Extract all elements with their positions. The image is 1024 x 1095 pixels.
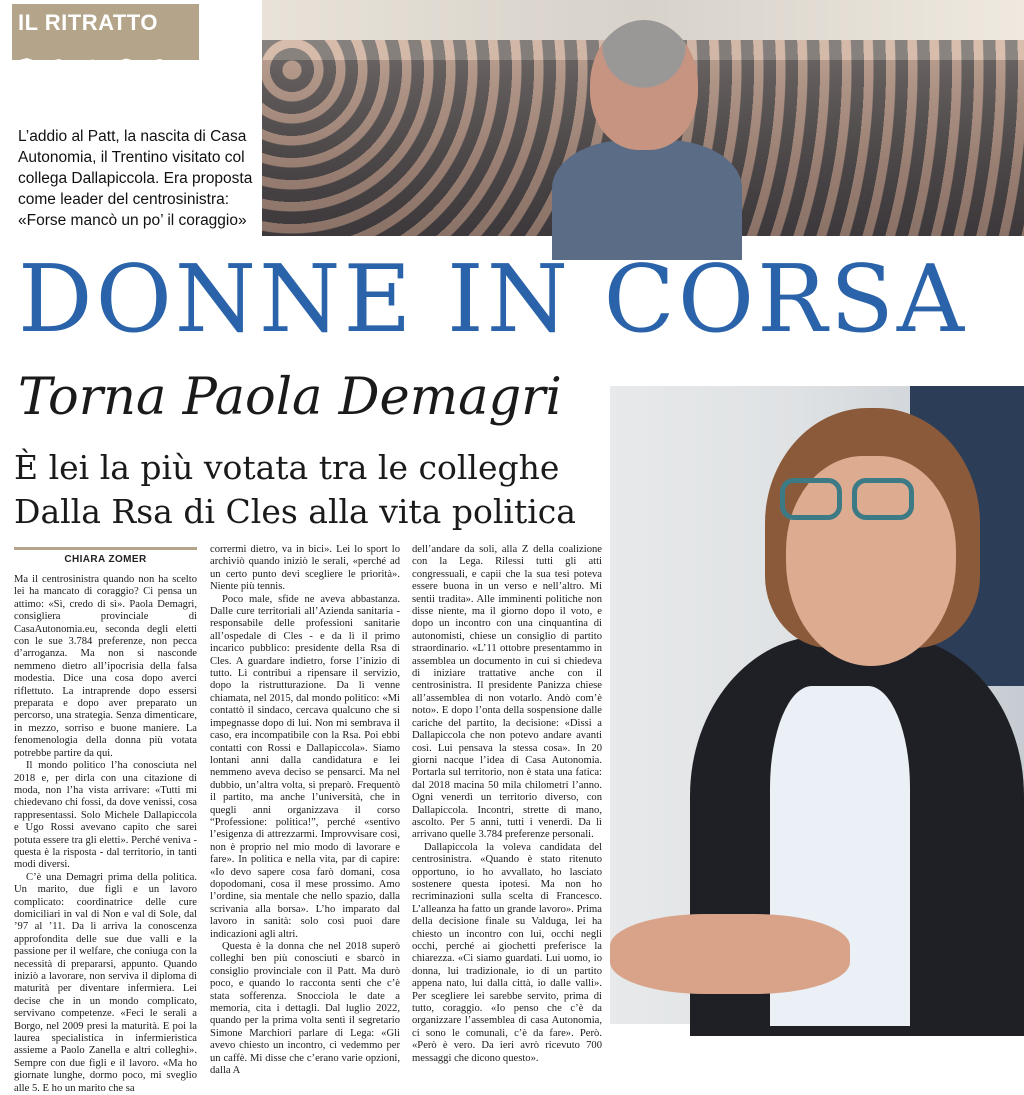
- article-column-2: [210, 544, 400, 1077]
- article-column-1: [14, 574, 197, 1094]
- paragraph: Questa è la donna che nel 2018 superò colleghi ben più conosciuti e sbarcò in consiglio provinciale con il Patt. Ma durò poco, e quando lo racconta senti che c’è stata sofferenza. Snocciola le date a memoria, cita i dettagli. Dal luglio 2022, quando per la prima volta sentì il segretario Simone Marchiori parlare di Lega: «Gli avevo chiesto un incontro, ci vedemmo per un caffè. Mi disse che c’erano varie opzioni, dalla A: [210, 941, 400, 1077]
- rubric-text: IL RITRATTO: [18, 10, 158, 35]
- speaker-torso: [552, 140, 742, 260]
- deck: [14, 446, 604, 534]
- portrait-photo: [610, 386, 1024, 1024]
- paragraph: Poco male, sfide ne aveva abbastanza. Dalle cure territoriali all’Azienda sanitaria - responsabile delle professioni sanitarie all’ospedale di Cles - e da lì il primo incarico pubblico: presidente della Rsa di Cles. A guardare indietro, forse l’inizio di tutto. Lì contribuì a ripensare il servizio, dopo la ristrutturazione. Da lì venne chiamata, nel 2015, dal mondo politico: «Mi contattò il sindaco, cercava qualcuno che si impegnasse dopo di lui. Non mi sembrava il caso, era incompatibile con la Rsa. Poi ebbi contatti con Rossi e Dallapiccola». Siamo lontani anni dalla candidatura e lei nemmeno aveva deciso se pensarci. Ma nel dubbio, un’altra volta, si preparò. Frequentò il partito, ma anche l’università, che in quegli anni organizzava il corso “Professione: politica!”, perché «sentivo l’esigenza di attrezzarmi. Improvvisare così, non è proprio nel mio modo di lavorare e fare». In politica e nella vita, par di capire: «Io devo sapere cosa farò domani, cosa dopodomani, cosa il mese prossimo. Amo l’ordine, sia mentale che nello spazio, dalla scrivania alla borsa». L’ho imparato dal lavoro in sanità: solo così puoi dare indicazioni agli altri.: [210, 593, 400, 940]
- deck-line: È lei la più votata tra le colleghe: [14, 448, 560, 487]
- photo-speaker: [562, 20, 712, 236]
- page-headline: DONNE IN CORSA: [18, 245, 967, 353]
- teaser-text: L’addio al Patt, la nascita di Casa Autonomia, il Trentino visitato col collega Dallapiccola. Era proposta come leader del centrosinistra: «Forse mancò un po’ il coraggio»: [18, 128, 253, 229]
- rubric-label: [12, 4, 199, 60]
- paragraph: Ma il centrosinistra quando non ha scelto lei ha mancato di coraggio? Ci pensa un attimo: «Sì, credo di sì». Paola Demagri, consigliera provinciale di CasaAutonomia.eu, seconda degli eletti con le sue 3.784 preferenze, non pecca d’arroganza. Ma non si nasconde nemmeno dietro all’ipocrisia della falsa modestia. Dice una cosa dopo averci riflettuto. La intraprende dopo essersi preparata e dopo aver preparato un percorso, una strategia. Senza dimenticare, in mezzo, sorriso e buone maniere. La fenomenologia della donna più votata potrebbe partire da qui.: [14, 574, 197, 759]
- portrait-hand: [610, 914, 850, 994]
- audience-photo: [262, 0, 1024, 236]
- glasses-icon: [780, 478, 920, 530]
- byline-rule: [14, 547, 197, 550]
- speaker-head: [590, 20, 698, 150]
- deck-line: Dalla Rsa di Cles alla vita politica: [14, 492, 576, 531]
- paragraph: C’è una Demagri prima della politica. Un marito, due figli e un lavoro complicato: coordinatrice delle cure domiciliari in val di Non e val di Sole, dal ’97 al ’11. Da lì arriva la conoscenza approfondita delle sue due valli e la passione per il welfare, che coniuga con la necessità di prepararsi, appunto. Quando iniziò a lavorare, non serviva il diploma di maturità per diventare infermiera. Lei decise che in un mondo complicato, servivano competenze. «Feci le serali a Borgo, nel 2009 presi la maturità. E poi la laurea specialistica in infermieristica assieme a Paolo Zanella e altri colleghi». Sempre con due figli e il lavoro. «Ma ho giornate lunghe, dormo poco, mi sveglio alle 5. E ho un marito che sa: [14, 871, 197, 1094]
- article-column-3: [412, 544, 602, 1064]
- paragraph: corrermi dietro, va in bici». Lei lo sport lo archiviò quando iniziò le serali, «perché ad un certo punto devi scegliere le priorità». Niente più tennis.: [210, 544, 400, 593]
- paragraph: dell’andare da soli, alla Z della coalizione con la Lega. Rilessi tutti gli atti congressuali, e capii che la sua tesi poteva essere buona in un verso e nell’altro. Mi sentii tradita». Alle imminenti politiche non disse niente, ma il giorno dopo il voto, e dopo un incontro con una cinquantina di autonomisti, chiese un consiglio di partito straordinario. «L’11 ottobre presentammo in assemblea un documento in cui si chiedeva di iniziare trattative anche con il centrosinistra. Il presidente Panizza chiese all’assemblea di non votarlo. Andò com’è noto». E dopo l’onta della sospensione dalle cariche del partito, la decisione: «Dissi a Dallapiccola che non potevo andare avanti così. Lui pensava la stessa cosa». In 20 giorni nacque l’idea di Casa Autonomia. Portarla sul territorio, non è stata una fatica: dal 2018 macina 50 mila chilometri l’anno. Ogni venerdì un territorio diverso, con Dallapiccola. Incontri, strette di mano, ascolto. Per 5 anni, tutti i venerdì. Da lì arrivano quelle 3.784 preferenze personali.: [412, 544, 602, 841]
- byline: CHIARA ZOMER: [64, 554, 147, 565]
- paragraph: Dallapiccola la voleva candidata del centrosinistra. «Quando è stato ritenuto opportuno, io ho avvallato, ho lasciato sostenere questa ipotesi. Ma non ho recriminazioni sulla scelta di Francesco. L’alleanza ha fatto un grande lavoro». Prima della decisione finale su Valduga, lei ha chiesto un incontro con lui, occhi negli occhi, perché ai giochetti preferisce la chiarezza. «Ci siamo guardati. Lui uomo, io donna, lui tradizionale, io di un partito appena nato, lui dalla città, io dalle valli». Per scegliere lei sarebbe servito, prima di tutto, coraggio. «Io penso che c’è da organizzare l’assemblea di casa Autonomia, ci sono le comunali, c’è da fare». Però. «Però è vero. Da ieri avrò ricevuto 700 messaggi che dicono questo».: [412, 841, 602, 1064]
- page-subtitle: Torna Paola Demagri: [18, 368, 562, 427]
- rubric-torn-edge: [12, 56, 199, 66]
- paragraph: Il mondo politico l’ha conosciuta nel 2018 e, per dirla con una citazione di moda, non l’ha vista arrivare: «Tutti mi chiedevano chi fossi, da dove venissi, cosa rappresentassi. Solo Michele Dallapiccola e Ugo Rossi avevano capito che sarei potuta essere tra gli eletti». Perché veniva - questa è la risposta - dal territorio, in tanti modi diversi.: [14, 760, 197, 871]
